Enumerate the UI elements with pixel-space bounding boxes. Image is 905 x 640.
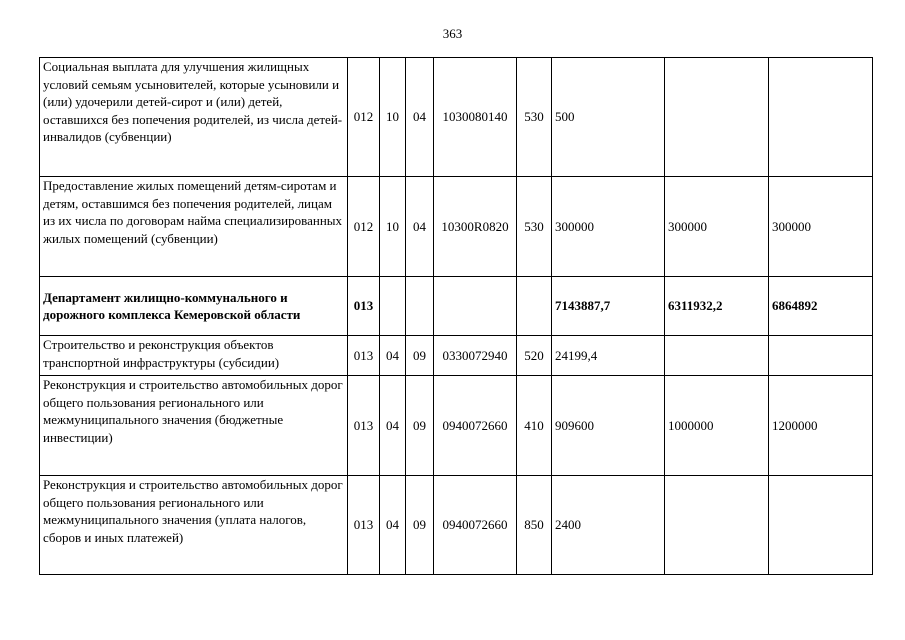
- subsection-code-cell: 04: [406, 58, 434, 177]
- department-name-cell: Департамент жилищно-коммунального и дорожного комплекса Кемеровской области: [40, 277, 348, 336]
- ministry-code-cell: 012: [348, 58, 380, 177]
- expense-type-cell: 520: [517, 336, 552, 376]
- subsection-code-cell: 09: [406, 376, 434, 476]
- sum-year1-cell: 2400: [552, 476, 665, 575]
- row-name-cell: Социальная выплата для улучшения жилищных условий семьям усыновителей, которые усыновили и (или) удочерили детей-сирот и (или) детей, оставшихся без попечения родителей, из числа детей-инвалидов (субвенции): [40, 58, 348, 177]
- sum-year3-cell: [769, 476, 873, 575]
- target-article-cell: 1030080140: [434, 58, 517, 177]
- sum-year3-cell: 300000: [769, 177, 873, 277]
- section-code-cell: 10: [380, 177, 406, 277]
- subsection-code-cell: [406, 277, 434, 336]
- table-row: [40, 177, 873, 277]
- ministry-code-cell: 013: [348, 476, 380, 575]
- sum-year2-cell: 1000000: [665, 376, 769, 476]
- section-code-cell: [380, 277, 406, 336]
- sum-year2-cell: 300000: [665, 177, 769, 277]
- sum-year1-cell: 7143887,7: [552, 277, 665, 336]
- table-row-department: [40, 277, 873, 336]
- sum-year3-cell: 6864892: [769, 277, 873, 336]
- target-article-cell: 0940072660: [434, 476, 517, 575]
- section-code-cell: 04: [380, 336, 406, 376]
- budget-table: [39, 57, 873, 575]
- target-article-cell: 10300R0820: [434, 177, 517, 277]
- ministry-code-cell: 013: [348, 376, 380, 476]
- subsection-code-cell: 09: [406, 336, 434, 376]
- expense-type-cell: 530: [517, 177, 552, 277]
- table-row: [40, 376, 873, 476]
- table-row: [40, 58, 873, 177]
- subsection-code-cell: 09: [406, 476, 434, 575]
- expense-type-cell: 850: [517, 476, 552, 575]
- table-row: [40, 336, 873, 376]
- row-name-cell: Реконструкция и строительство автомобильных дорог общего пользования регионального или межмуниципального значения (бюджетные инвестиции): [40, 376, 348, 476]
- expense-type-cell: [517, 277, 552, 336]
- target-article-cell: 0940072660: [434, 376, 517, 476]
- sum-year2-cell: [665, 58, 769, 177]
- row-name-cell: Предоставление жилых помещений детям-сиротам и детям, оставшимся без попечения родителей, лицам из их числа по договорам найма специализированных жилых помещений (субвенции): [40, 177, 348, 277]
- row-name-cell: Реконструкция и строительство автомобильных дорог общего пользования регионального или межмуниципального значения (уплата налогов, сборов и иных платежей): [40, 476, 348, 575]
- sum-year1-cell: 500: [552, 58, 665, 177]
- target-article-cell: [434, 277, 517, 336]
- sum-year3-cell: [769, 336, 873, 376]
- ministry-code-cell: 012: [348, 177, 380, 277]
- section-code-cell: 04: [380, 476, 406, 575]
- ministry-code-cell: 013: [348, 277, 380, 336]
- page-number: 363: [442, 26, 463, 41]
- sum-year1-cell: 909600: [552, 376, 665, 476]
- sum-year3-cell: 1200000: [769, 376, 873, 476]
- target-article-cell: 0330072940: [434, 336, 517, 376]
- sum-year2-cell: 6311932,2: [665, 277, 769, 336]
- sum-year1-cell: 24199,4: [552, 336, 665, 376]
- ministry-code-cell: 013: [348, 336, 380, 376]
- subsection-code-cell: 04: [406, 177, 434, 277]
- expense-type-cell: 410: [517, 376, 552, 476]
- sum-year2-cell: [665, 336, 769, 376]
- sum-year3-cell: [769, 58, 873, 177]
- sum-year1-cell: 300000: [552, 177, 665, 277]
- section-code-cell: 10: [380, 58, 406, 177]
- row-name-cell: Строительство и реконструкция объектов транспортной инфраструктуры (субсидии): [40, 336, 348, 376]
- expense-type-cell: 530: [517, 58, 552, 177]
- table-row: [40, 476, 873, 575]
- section-code-cell: 04: [380, 376, 406, 476]
- sum-year2-cell: [665, 476, 769, 575]
